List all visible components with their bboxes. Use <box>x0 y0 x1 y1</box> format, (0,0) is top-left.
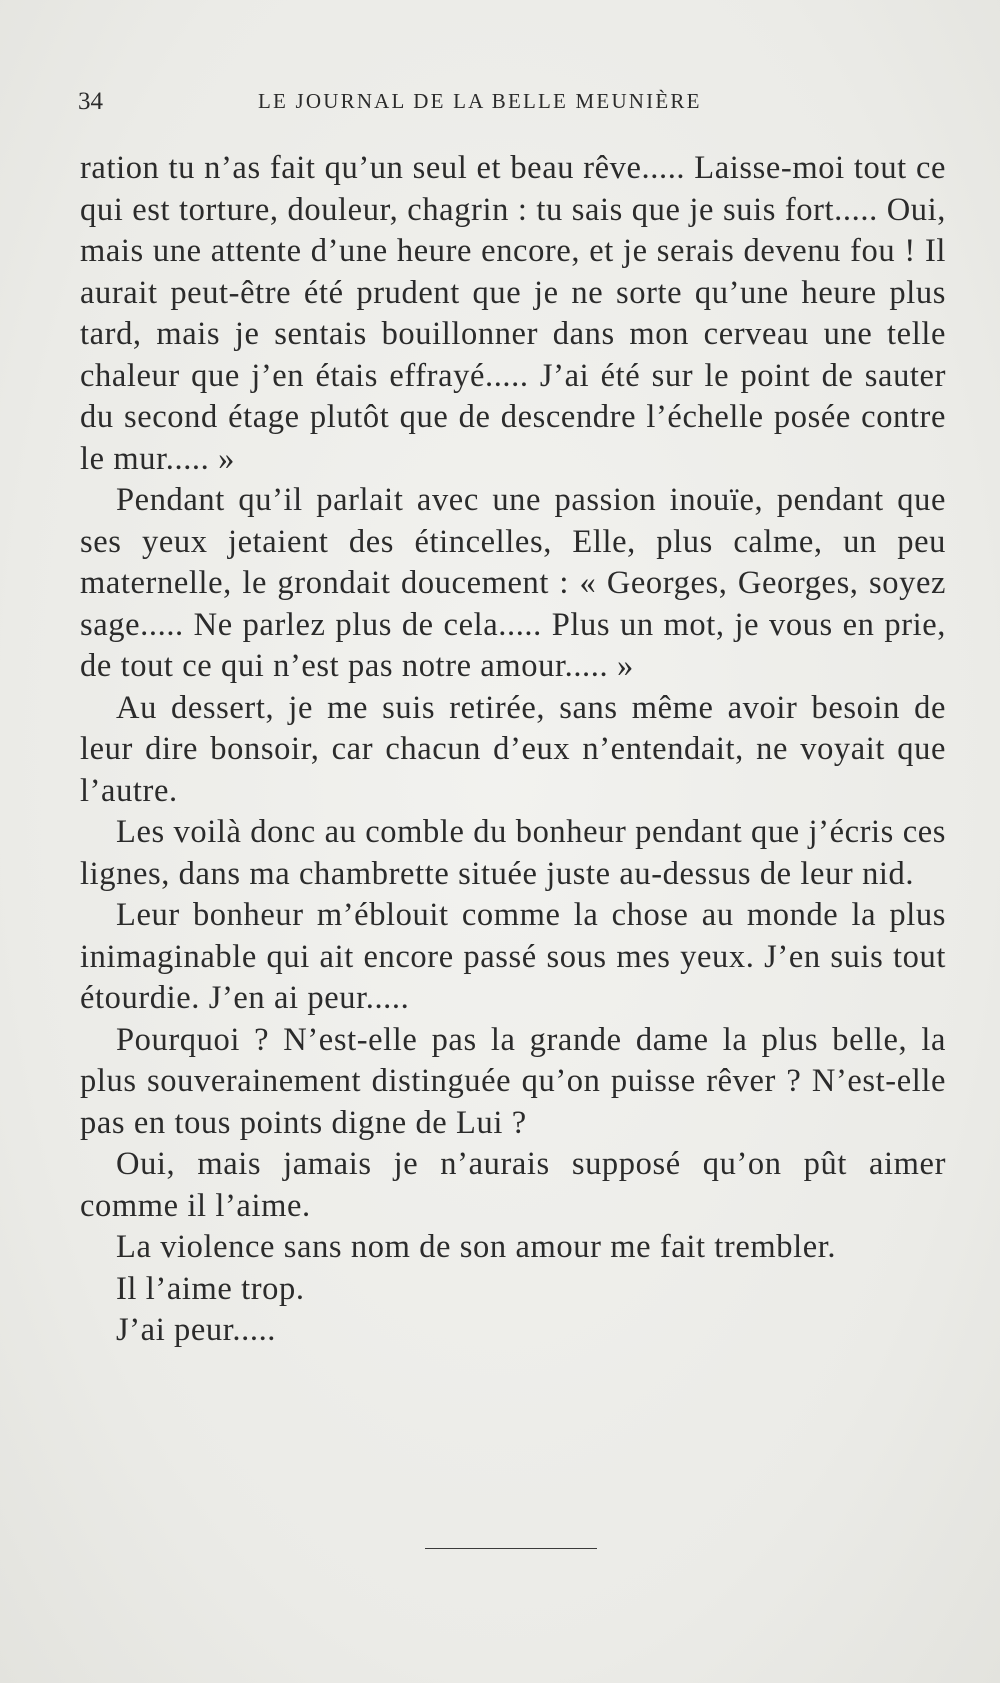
paragraph-9: Il l’aime trop. <box>116 1270 305 1307</box>
paragraph-2: Pendant qu’il parlait avec une passion inouïe, pendant que ses yeux jetaient des étincelles, Elle, plus calme, un peu maternelle, le grondait doucement : « Georges, Georges, soyez sage..... Ne parlez plus de cela..... Plus un mot, je vous en prie, de tout ce qui n’est pas notre amour..... » <box>80 482 946 684</box>
paragraph-10: J’ai peur..... <box>116 1312 277 1348</box>
running-title: LE JOURNAL DE LA BELLE MEUNIÈRE <box>258 89 702 113</box>
page-number: 34 <box>78 88 103 115</box>
paragraph-7: Oui, mais jamais je n’aurais supposé qu’on pût aimer comme il l’aime. <box>80 1146 946 1224</box>
body-text <box>80 148 946 1352</box>
section-end-rule <box>425 1548 597 1549</box>
paragraph-6: Pourquoi ? N’est-elle pas la grande dame la plus belle, la plus souverainement distinguée qu’on puisse rêver ? N’est-elle pas en tous points digne de Lui ? <box>80 1021 946 1141</box>
paragraph-8: La violence sans nom de son amour me fait trembler. <box>116 1229 837 1265</box>
paragraph-5: Leur bonheur m’éblouit comme la chose au monde la plus inimaginable qui ait encore passé sous mes yeux. J’en suis tout étourdie. J’en ai peur..... <box>80 897 946 1016</box>
paragraph-1: ration tu n’as fait qu’un seul et beau rêve..... Laisse-moi tout ce qui est torture, douleur, chagrin : tu sais que je suis fort..... Oui, mais une attente d’une heure encore, et je serais devenu fou ! Il aurait peut-être été prudent que je ne sorte qu’une heure plus tard, mais je sentais bouillonner dans mon cerveau une telle chaleur que j’en étais effrayé..... J’ai été sur le point de sauter du second étage plutôt que de descendre l’échelle posée contre le mur..... » <box>80 150 946 477</box>
page-header <box>78 88 938 118</box>
paragraph-3: Au dessert, je me suis retirée, sans même avoir besoin de leur dire bonsoir, car chacun d’eux n’entendait, ne voyait que l’autre. <box>80 689 946 809</box>
paragraph-4: Les voilà donc au comble du bonheur pendant que j’écris ces lignes, dans ma chambrette située juste au-dessus de leur nid. <box>80 814 946 892</box>
